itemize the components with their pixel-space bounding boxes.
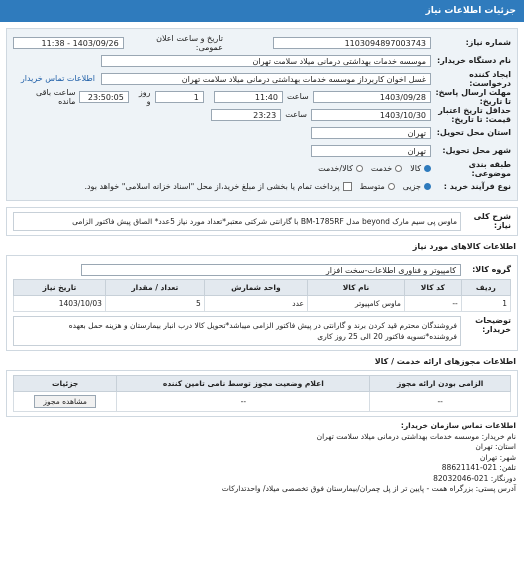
need-number-label: شماره نیاز: [465,38,511,47]
summary-section [6,207,518,236]
buyer-contact-line: استان: تهران [475,442,516,451]
goods-title: اطلاعات کالاهای مورد نیاز [412,242,516,251]
col-name: نام کالا [308,280,405,296]
table-row [14,296,511,312]
announce-label: تاریخ و ساعت اعلان عمومی: [156,33,223,52]
cell-status: -- [117,392,370,412]
city-label: شهر محل تحویل: [442,146,511,155]
days-label: روز و [138,87,151,106]
creator-label: ایجاد کننده درخواست: [469,69,511,88]
col-code: کد کالا [404,280,461,296]
validity-time-field: 23:23 [211,109,281,121]
buyer-contact-line: تلفن: 021-88621141 [441,463,516,472]
cell-required: -- [370,392,511,412]
validity-time-label: ساعت [285,110,307,119]
note-label: توضیحات خریدار: [475,316,511,334]
col-unit: واحد شمارش [204,280,307,296]
city-field: تهران [311,145,431,157]
summary-text: ماوس پی سیم مارک beyond مدل BM-1785RF با گارانتی شرکتی معتبر*تعداد مورد نیاز 5عدد* الصاق پیش فاکتور الزامی [13,212,461,231]
buyer-contact-block [8,421,516,495]
reply-date-field: 1403/09/28 [313,91,431,103]
buyer-contact-line: دورنگار: 021-82032046 [433,473,516,483]
days-field: 1 [155,91,204,103]
docs-table [13,375,511,412]
remaining-field: 23:50:05 [79,91,128,103]
col-required: الزامی بودن ارائه مجوز [370,376,511,392]
buyer-contact-link[interactable]: اطلاعات تماس خریدار [20,74,95,83]
validity-date-field: 1403/10/30 [311,109,431,121]
radio-selected-icon [424,183,431,190]
col-details: جزئیات [14,376,117,392]
radio-empty-icon [388,183,395,190]
page-header [0,0,524,22]
view-license-button[interactable]: مشاهده مجوز [34,395,96,408]
col-row: ردیف [461,280,510,296]
col-date: تاریخ نیاز [14,280,106,296]
col-qty: تعداد / مقدار [105,280,204,296]
cell-code: -- [404,296,461,312]
process-label: نوع فرآیند خرید : [443,182,511,191]
goods-section [6,255,518,351]
radio-selected-icon [424,165,431,172]
reply-time-label: ساعت [286,92,309,101]
need-number-field: 1103094897003743 [273,37,431,49]
payment-checkbox[interactable] [343,182,352,191]
cell-name: ماوس کامپیوتر [308,296,405,312]
docs-title: اطلاعات مجوزهای ارائه خدمت / کالا [374,357,516,366]
process-partial-radio[interactable]: جزیی [403,182,431,191]
docs-section [6,370,518,417]
summary-label: شرح کلی نیاز: [473,212,511,230]
page-title: جزئیات اطلاعات نیاز [425,6,516,16]
validity-label: حداقل تاریخ اعتبار قیمت: تا تاریخ: [438,105,511,124]
category-label: طبقه بندی موضوعی: [468,159,511,178]
buyer-name-label: نام دستگاه خریدار: [437,56,511,65]
need-details-panel [6,28,518,201]
table-row [14,392,511,412]
reply-time-field: 11:40 [214,91,283,103]
buyer-contact-line: شهر: تهران [479,452,516,462]
category-both-radio[interactable]: کالا/خدمت [318,164,363,173]
radio-empty-icon [395,165,402,172]
goods-group-field: کامپیوتر و فناوری اطلاعات-سخت افزار [81,264,461,276]
buyer-contact-line: آدرس پستی: بزرگراه همت - پایین تر از پل چمران/بیمارستان فوق تخصصی میلاد/ واحدتدارکات [221,484,516,493]
goods-header-row [14,280,511,296]
buyer-note: فروشندگان محترم قید کردن برند و گارانتی در پیش فاکتور الزامی میباشد*تحویل کالا درب انبار بیمارستان و هزینه حمل بعهده فروشنده*تسویه فاکتور 20 الی 25 روز کاری [13,316,461,346]
radio-empty-icon [356,165,363,172]
buyer-name-field: موسسه خدمات بهداشتی درمانی میلاد سلامت تهران [101,55,431,67]
creator-field: غسل اخوان کاربرداز موسسه خدمات بهداشتی درمانی میلاد سلامت تهران [101,73,431,85]
docs-header-row [14,376,511,392]
remaining-label: ساعت باقی مانده [35,87,76,106]
province-field: تهران [311,127,431,139]
category-service-radio[interactable]: خدمت [371,164,402,173]
cell-row: 1 [461,296,510,312]
reply-deadline-label: مهلت ارسال پاسخ: تا تاریخ: [435,87,511,106]
announce-field: 1403/09/26 - 11:38 [13,37,124,49]
col-status: اعلام وضعیت مجوز توسط نامی تامین کننده [117,376,370,392]
payment-text: پرداخت تمام یا بخشی از مبلغ خرید،از محل "اسناد خزانه اسلامی" خواهد بود. [84,182,340,191]
process-medium-radio[interactable]: متوسط [360,182,395,191]
cell-qty: 5 [105,296,204,312]
category-goods-radio[interactable]: کالا [410,164,431,173]
cell-unit: عدد [204,296,307,312]
cell-date: 1403/10/03 [14,296,106,312]
goods-group-label: گروه کالا: [472,265,511,274]
buyer-contact-line: نام خریدار: موسسه خدمات بهداشتی درمانی میلاد سلامت تهران [316,431,516,441]
province-label: استان محل تحویل: [436,128,511,137]
goods-table [13,279,511,312]
buyer-contact-title: اطلاعات تماس سازمان خریدار: [400,421,516,430]
